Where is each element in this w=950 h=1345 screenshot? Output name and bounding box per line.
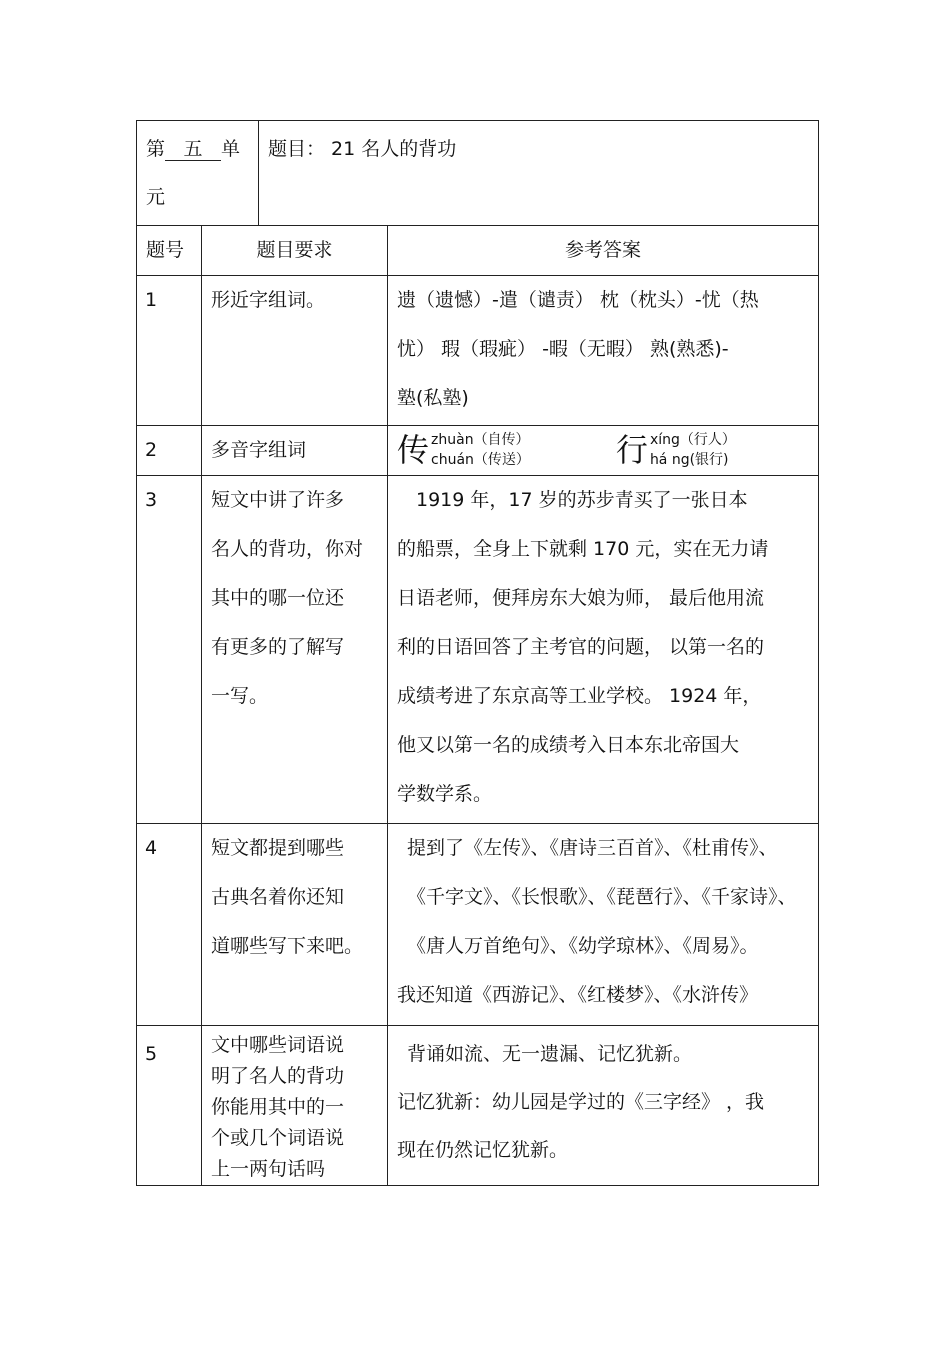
lesson-title: 题目： 21 名人的背功 — [268, 138, 457, 160]
polyphone-reading: há ng(银行) — [649, 452, 729, 468]
row-number: 5 — [137, 1026, 202, 1186]
row-requirement — [202, 476, 388, 824]
requirement-line: 有更多的了解写 — [211, 636, 345, 658]
answer-line: 遗（遗憾）-遣（谴责） 枕（枕头）-忧（热 — [397, 289, 759, 311]
requirement-line: 文中哪些词语说 — [211, 1034, 345, 1056]
column-header-number: 题号 — [137, 226, 202, 276]
polyphone-reading: xíng（行人） — [649, 432, 736, 448]
answer-line: 学数学系。 — [397, 783, 493, 805]
answer-line: 他又以第一名的成绩考入日本东北帝国大 — [397, 734, 740, 756]
row-answer — [388, 1026, 819, 1186]
answer-line: 的船票，全身上下就剩 170 元，实在无力请 — [397, 538, 769, 560]
answer-line: 我还知道《西游记》、《红楼梦》、《水浒传》 — [397, 984, 759, 1006]
answer-line: 记忆犹新：幼儿园是学过的《三字经》 ，我 — [397, 1091, 765, 1113]
table-row — [137, 1026, 819, 1186]
requirement-line: 古典名着你还知 — [211, 886, 345, 908]
answer-line: 利的日语回答了主考官的问题， 以第一名的 — [397, 636, 765, 658]
answer-line: 忧） 瑕（瑕疵） -暇（无暇） 熟(熟悉)- — [397, 338, 729, 360]
polyphone-xing — [616, 430, 736, 470]
table-row — [137, 426, 819, 476]
row-number: 4 — [137, 824, 202, 1026]
row-answer — [388, 824, 819, 1026]
row-answer — [388, 426, 819, 476]
row-requirement: 多音字组词 — [202, 426, 388, 476]
answer-line: 提到了《左传》、《唐诗三百首》、《杜甫传》、 — [407, 837, 778, 859]
column-header-requirement: 题目要求 — [202, 226, 388, 276]
answer-line: 成绩考进了东京高等工业学校。 1924 年， — [397, 685, 762, 707]
requirement-line: 名人的背功，你对 — [211, 538, 364, 560]
table-row — [137, 476, 819, 824]
lesson-title-cell — [259, 121, 819, 226]
polyphone-char: 行 — [615, 431, 648, 469]
row-requirement — [202, 824, 388, 1026]
requirement-line: 上一两句话吗 — [211, 1158, 326, 1180]
polyphone-chuan — [397, 430, 530, 470]
requirement-line: 你能用其中的一 — [211, 1096, 345, 1118]
requirement-line: 短文中讲了许多 — [211, 489, 345, 511]
column-header-row — [137, 226, 819, 276]
polyphone-char: 传 — [397, 431, 430, 469]
row-number: 3 — [137, 476, 202, 824]
unit-suffix: 单 — [221, 138, 241, 160]
row-answer — [388, 276, 819, 426]
requirement-line: 短文都提到哪些 — [211, 837, 345, 859]
column-header-answer: 参考答案 — [388, 226, 819, 276]
unit-cell — [137, 121, 259, 226]
requirement-line: 其中的哪一位还 — [211, 587, 345, 609]
header-row — [137, 121, 819, 226]
polyphone-reading: zhuàn（自传） — [431, 432, 530, 448]
answer-line: 塾(私塾) — [397, 387, 469, 409]
table-row — [137, 824, 819, 1026]
unit-number: 五 — [165, 138, 221, 161]
answer-line: 现在仍然记忆犹新。 — [397, 1139, 569, 1161]
row-number: 1 — [137, 276, 202, 426]
unit-suffix-wrap: 元 — [146, 186, 166, 208]
requirement-line: 一写。 — [211, 685, 269, 707]
row-answer — [388, 476, 819, 824]
unit-prefix: 第 — [146, 138, 166, 160]
answer-line: 背诵如流、无一遗漏、记忆犹新。 — [407, 1043, 693, 1065]
requirement-line: 明了名人的背功 — [211, 1065, 345, 1087]
answer-line: 《千字文》、《长恨歌》、《琵琶行》、《千家诗》、 — [407, 886, 797, 908]
answer-line: 《唐人万首绝句》、《幼学琼林》、《周易》。 — [407, 935, 759, 957]
requirement-line: 个或几个词语说 — [211, 1127, 345, 1149]
row-requirement: 形近字组词。 — [202, 276, 388, 426]
answer-line: 日语老师，便拜房东大娘为师， 最后他用流 — [397, 587, 765, 609]
lesson-answer-table — [136, 120, 819, 1186]
table-row — [137, 276, 819, 426]
row-requirement — [202, 1026, 388, 1186]
answer-line: 1919 年，17 岁的苏步青买了一张日本 — [416, 489, 748, 511]
requirement-line: 道哪些写下来吧。 — [211, 935, 364, 957]
row-number: 2 — [137, 426, 202, 476]
polyphone-reading: chuán（传送） — [431, 452, 530, 468]
